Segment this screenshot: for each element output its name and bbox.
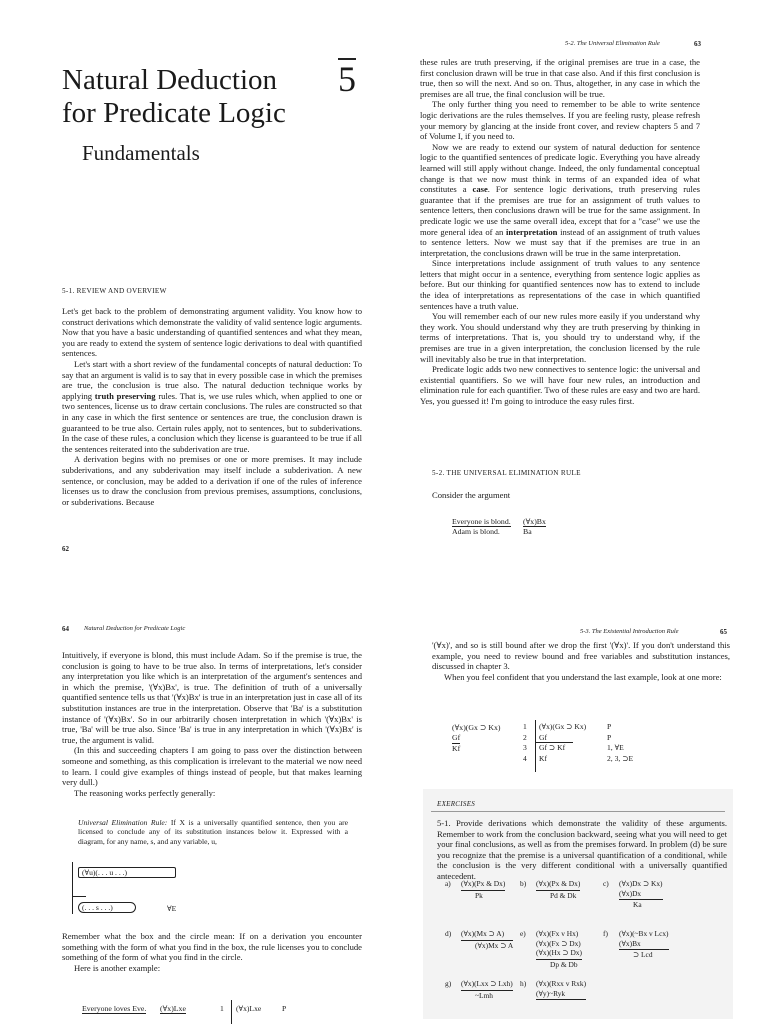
body-text	[420, 57, 700, 407]
paragraph: '(∀x)', and so is still bound after we drop the first '(∀x)'. If you don't understand this example, you need to review bound and free variables and substitution instances, discussed in chapter 3.	[432, 640, 730, 672]
exercise-premise: (∀x)(Fx ⊃ Dx)	[536, 938, 581, 948]
paragraph: Here is another example:	[74, 962, 161, 973]
section-heading: 5-1. REVIEW AND OVERVIEW	[62, 287, 167, 295]
exercise-premise: (∀x)(~Bx v Lcx)	[619, 929, 669, 938]
exercise-conclusion: Pk	[475, 890, 483, 900]
paragraph	[62, 359, 362, 454]
rule-label: ∀E	[167, 904, 177, 913]
justification: P	[607, 722, 612, 731]
exercise-conclusion: Pd & Dk	[550, 890, 577, 900]
scope-line	[535, 720, 536, 772]
chapter-title-line1: Natural Deduction	[62, 64, 278, 96]
exercise-premise: (∀x)(Rxx v Rxk)	[536, 979, 587, 988]
justification: 1, ∀E	[607, 743, 624, 752]
example-argument	[82, 1004, 146, 1014]
exercise-premise: (∀x)(Px & Dx)	[536, 879, 580, 891]
exercise-premise: (∀x)Dx ⊃ Kx)	[619, 879, 663, 888]
argument	[452, 723, 500, 754]
line-number: 1	[220, 1004, 224, 1013]
text-run: rules. That is, we use rules which, when applied to one or two sentences, license us to draw certain conclusions. The rules are constructed so that in any case in which the first sentence or sentences are true, the conclusion drawn is guaranteed to be true also. Certain rules apply, not to sentences, but to subderivations. In the case of these rules, a conclusion which they license is guaranteed to be true if all the sentences reiterated into the subderivation are true.	[62, 390, 362, 454]
paragraph: A derivation begins with no premises or one or more premises. It may include subderivations, and any subderivation may itself include a subderivation. A new sentence, or conclusion, may be added to a derivation if one of the rules of inference licenses us to draw the conclusion from previous premises, assumptions, conclusions, or subderivations. Because	[62, 454, 362, 507]
scope-line	[72, 862, 73, 914]
chapter-title	[62, 64, 286, 130]
text-run: Now we are ready to extend our system of natural deduction for sentence logic to the quantified sentences of predicate logic. Everything you have already learned will still apply without change. Indeed, the only fundamental conceptual change is that we now must think in terms of an expanded idea of what constitutes a	[420, 141, 700, 195]
rule-circle: (. . . s . . .)	[78, 902, 136, 913]
conclusion: Adam is blond.	[452, 527, 500, 536]
exercise-conclusion: Ka	[633, 900, 642, 909]
exercise-letter: f)	[603, 929, 608, 938]
line-number: 4	[523, 753, 527, 763]
sentence: Gf	[539, 732, 548, 742]
sentence: (∀x)Lxe	[236, 1004, 262, 1013]
scope-line	[231, 1000, 232, 1024]
premise: Gf	[452, 733, 461, 742]
exercise-premise: (∀x)(Hx ⊃ Dx)	[536, 948, 582, 960]
paragraph: (In this and succeeding chapters I am going to pass over the distinction between someone and something, as this complication is irrelevant to the material we now need to learn. I could give examples of things instead of people, but that makes learning very dull.)	[62, 745, 362, 788]
rule-statement	[78, 818, 348, 846]
derivation-line	[236, 1004, 261, 1014]
premise: Everyone loves Eve.	[82, 1004, 147, 1013]
paragraph: Predicate logic adds two new connectives to sentence logic: the universal and existential quantifiers. So we will have four new rules, an introduction and elimination rule for each quantifier. Two of these rules are easy and two are hard. Yes, you guessed it! I'm going to introduce the easy rules first.	[420, 364, 700, 406]
chapter-number: 5	[338, 59, 356, 99]
section-heading: 5-2. THE UNIVERSAL ELIMINATION RULE	[432, 469, 581, 477]
paragraph: these rules are truth preserving, if the original premises are true in a case, the first conclusion drawn will be true in that case also. And if this first conclusion is true, then so will the next. And so on. Thus, altogether, in any case in which the premises are all true, the final conclusion will be true.	[420, 57, 700, 99]
exercise-letter: a)	[445, 879, 451, 888]
running-header: 5-3. The Existential Introduction Rule	[580, 628, 679, 635]
conclusion: Kf	[452, 744, 461, 753]
justification: 2, 3, ⊃E	[607, 753, 634, 763]
example-symbolic	[160, 1004, 186, 1014]
premise: (∀x)(Gx ⊃ Kx)	[452, 723, 501, 732]
exercises-label: EXERCISES	[437, 800, 476, 808]
exercises-box	[423, 789, 733, 1019]
paragraph: The reasoning works perfectly generally:	[74, 787, 216, 798]
premise: (∀x)Lxe	[160, 1004, 186, 1013]
conclusion: Ba	[523, 527, 532, 536]
exercise-premise: (∀x)(Px & Dx)	[461, 879, 505, 891]
exercise-letter: b)	[520, 879, 527, 888]
exercise-conclusion: ⊃ Lcd	[633, 950, 653, 959]
line-number: 3	[523, 743, 527, 752]
text-run: Let's start with a short review of the fundamental concepts of natural deduction: To say that an argument is valid is to say that in every possible case in which the premises are true, the conclusion is true also. The natural deduction technique works by applying	[62, 358, 362, 401]
paragraph: You will remember each of our new rules more easily if you understand why they work. You should understand why they are truth preserving by thinking in terms of interpretations. That is, you should try to understand why, if the premises are true in a given interpretation, the conclusion licensed by the rule will inevitably also be true in that interpretation.	[420, 311, 700, 364]
paragraph: Remember what the box and the circle mean: If on a derivation you encounter something with the form of what you find in the box, the rule licenses you to conclude something of the form of what you find in the circle.	[62, 931, 362, 963]
exercise-premise: (∀x)(Lxx ⊃ Lxh)	[461, 979, 513, 991]
exercise-conclusion: Dp & Db	[550, 959, 578, 969]
justification: P	[282, 1004, 287, 1013]
rule-box: (∀u)(. . . u . . .)	[78, 867, 176, 878]
text-run: instead of an assignment of truth values to sentence letters. Now we must say that if the premises are true in an interpretation, the conclusions drawn will be true in the same interpretation.	[420, 226, 700, 258]
chapter-subtitle: Fundamentals	[82, 141, 200, 165]
paragraph: Intuitively, if everyone is blond, this must include Adam. So if the premise is true, the conclusion is going to have to be true also. In terms of interpretations, let's consider any interpretation you like which is an interpretation of the argument's sentences and in which the premise, '(∀x)Bx', is true. The definition of truth of a universally quantified sentence tells us that '(∀x)Bx' is true in an interpretation just in case all of its substitution instances are true in the interpretation. Observe that 'Ba' is a substitution instance of '(∀x)Bx'. So in our arbitrarily chosen interpretation in which '(∀x)Bx' is true, 'Ba' will be true also. Since 'Ba' is true in any interpretation in which '(∀x)Bx' is true, the argument is valid.	[62, 650, 362, 745]
exercise-premise: (∀x)Dx	[619, 889, 663, 901]
derivation-line	[282, 1004, 286, 1014]
rule-name: Universal Elimination Rule:	[78, 818, 168, 827]
argument-english	[452, 517, 511, 536]
page-number: 64	[62, 625, 69, 633]
exercise-premise: (∀x)(Mx ⊃ A)	[461, 929, 513, 941]
paragraph: The only further thing you need to remember to be able to write sentence logic derivations are the rules themselves. If you are feeling rusty, please refresh your memory by glancing at the inside front cover, and review chapters 5 and 7 of Volume I, if you need to.	[420, 99, 700, 142]
exercise-letter: h)	[520, 979, 527, 988]
page-number: 63	[694, 40, 701, 48]
exercise-letter: d)	[445, 929, 452, 938]
exercise-premise: (∀y)~Ryk	[536, 989, 586, 1001]
text-run: . For sentence logic derivations, truth preserving rules guarantee that if the premises are true for an assignment of truth values to sentence letters, then conclusions drawn will be true for the same assignment. In predicate logic we use the same overall idea, except that for a "case" we use the more general idea of an	[420, 184, 700, 237]
line-number: 1	[523, 722, 527, 731]
exercise-letter: g)	[445, 979, 452, 988]
body-text	[432, 640, 730, 682]
line-number: 2	[523, 732, 527, 742]
paragraph: When you feel confident that you understand the last example, look at one more:	[444, 671, 722, 682]
sentence: Kf	[539, 753, 548, 763]
exercise-conclusion: ~Lmh	[475, 990, 493, 1000]
bold-term: interpretation	[506, 226, 558, 237]
sentence: (∀x)(Gx ⊃ Kx)	[539, 722, 587, 731]
exercise-intro: 5-1. Provide derivations which demonstrate the validity of these arguments. Remember to work from the conclusion backward, seeing what you will need to get your final conclusions, as well as from the premises forward. In problem (d) be sure you recognize that the premise is a universal quantification of a conditional, while the conclusion is the very different conditional with a universally quantified antecedent.	[437, 818, 727, 881]
exercise-premise: (∀x)Bx	[619, 939, 669, 951]
running-header: Natural Deduction for Predicate Logic	[84, 625, 186, 632]
page-number: 65	[720, 628, 727, 636]
chapter-title-line2: for Predicate Logic	[62, 97, 286, 129]
body-text	[62, 931, 362, 973]
paragraph: Consider the argument	[432, 490, 511, 500]
divider	[431, 811, 725, 812]
justification: P	[607, 732, 612, 742]
bold-term: case	[472, 184, 488, 195]
premise: Everyone is blond.	[452, 517, 511, 526]
running-header: 5-2. The Universal Elimination Rule	[565, 40, 660, 47]
exercise-premise: (∀x)(Fx v Hx)	[536, 929, 579, 938]
argument-symbolic	[523, 517, 546, 536]
derivation-rule	[72, 896, 86, 897]
paragraph	[420, 142, 700, 259]
exercise-letter: c)	[603, 879, 609, 888]
exercise-conclusion: (∀x)Mx ⊃ A	[475, 940, 514, 950]
paragraph: Since interpretations include assignment of truth values to any sentence letters that might occur in a sentence, everything from sentence logic applies as before. But our thinking for quantified sentences now has to extend to include the idea of interpretations as representations of the case in which quantified sentences have a truth value.	[420, 258, 700, 311]
rule-text: If X is a universally quantified sentence, then you are licensed to conclude any of its substitution instances below it. Expressed with a diagram, for any name, s, and any variable, u,	[78, 818, 348, 846]
premise: (∀x)Bx	[523, 517, 546, 526]
page-number: 62	[62, 545, 69, 553]
exercise-letter: e)	[520, 929, 526, 938]
bold-term: truth preserving	[94, 390, 156, 401]
body-text	[62, 650, 362, 798]
body-text	[62, 306, 362, 507]
paragraph: Let's get back to the problem of demonstrating argument validity. You know how to construct derivations which demonstrate the validity of valid sentence logic arguments. Now that you have a basic understanding of quantified sentences and what they mean, you are ready to extend the system of sentence logic derivations to deal with quantified sentences.	[62, 306, 362, 359]
derivation-line	[220, 1004, 224, 1014]
sentence: Gf ⊃ Kf	[539, 743, 566, 752]
